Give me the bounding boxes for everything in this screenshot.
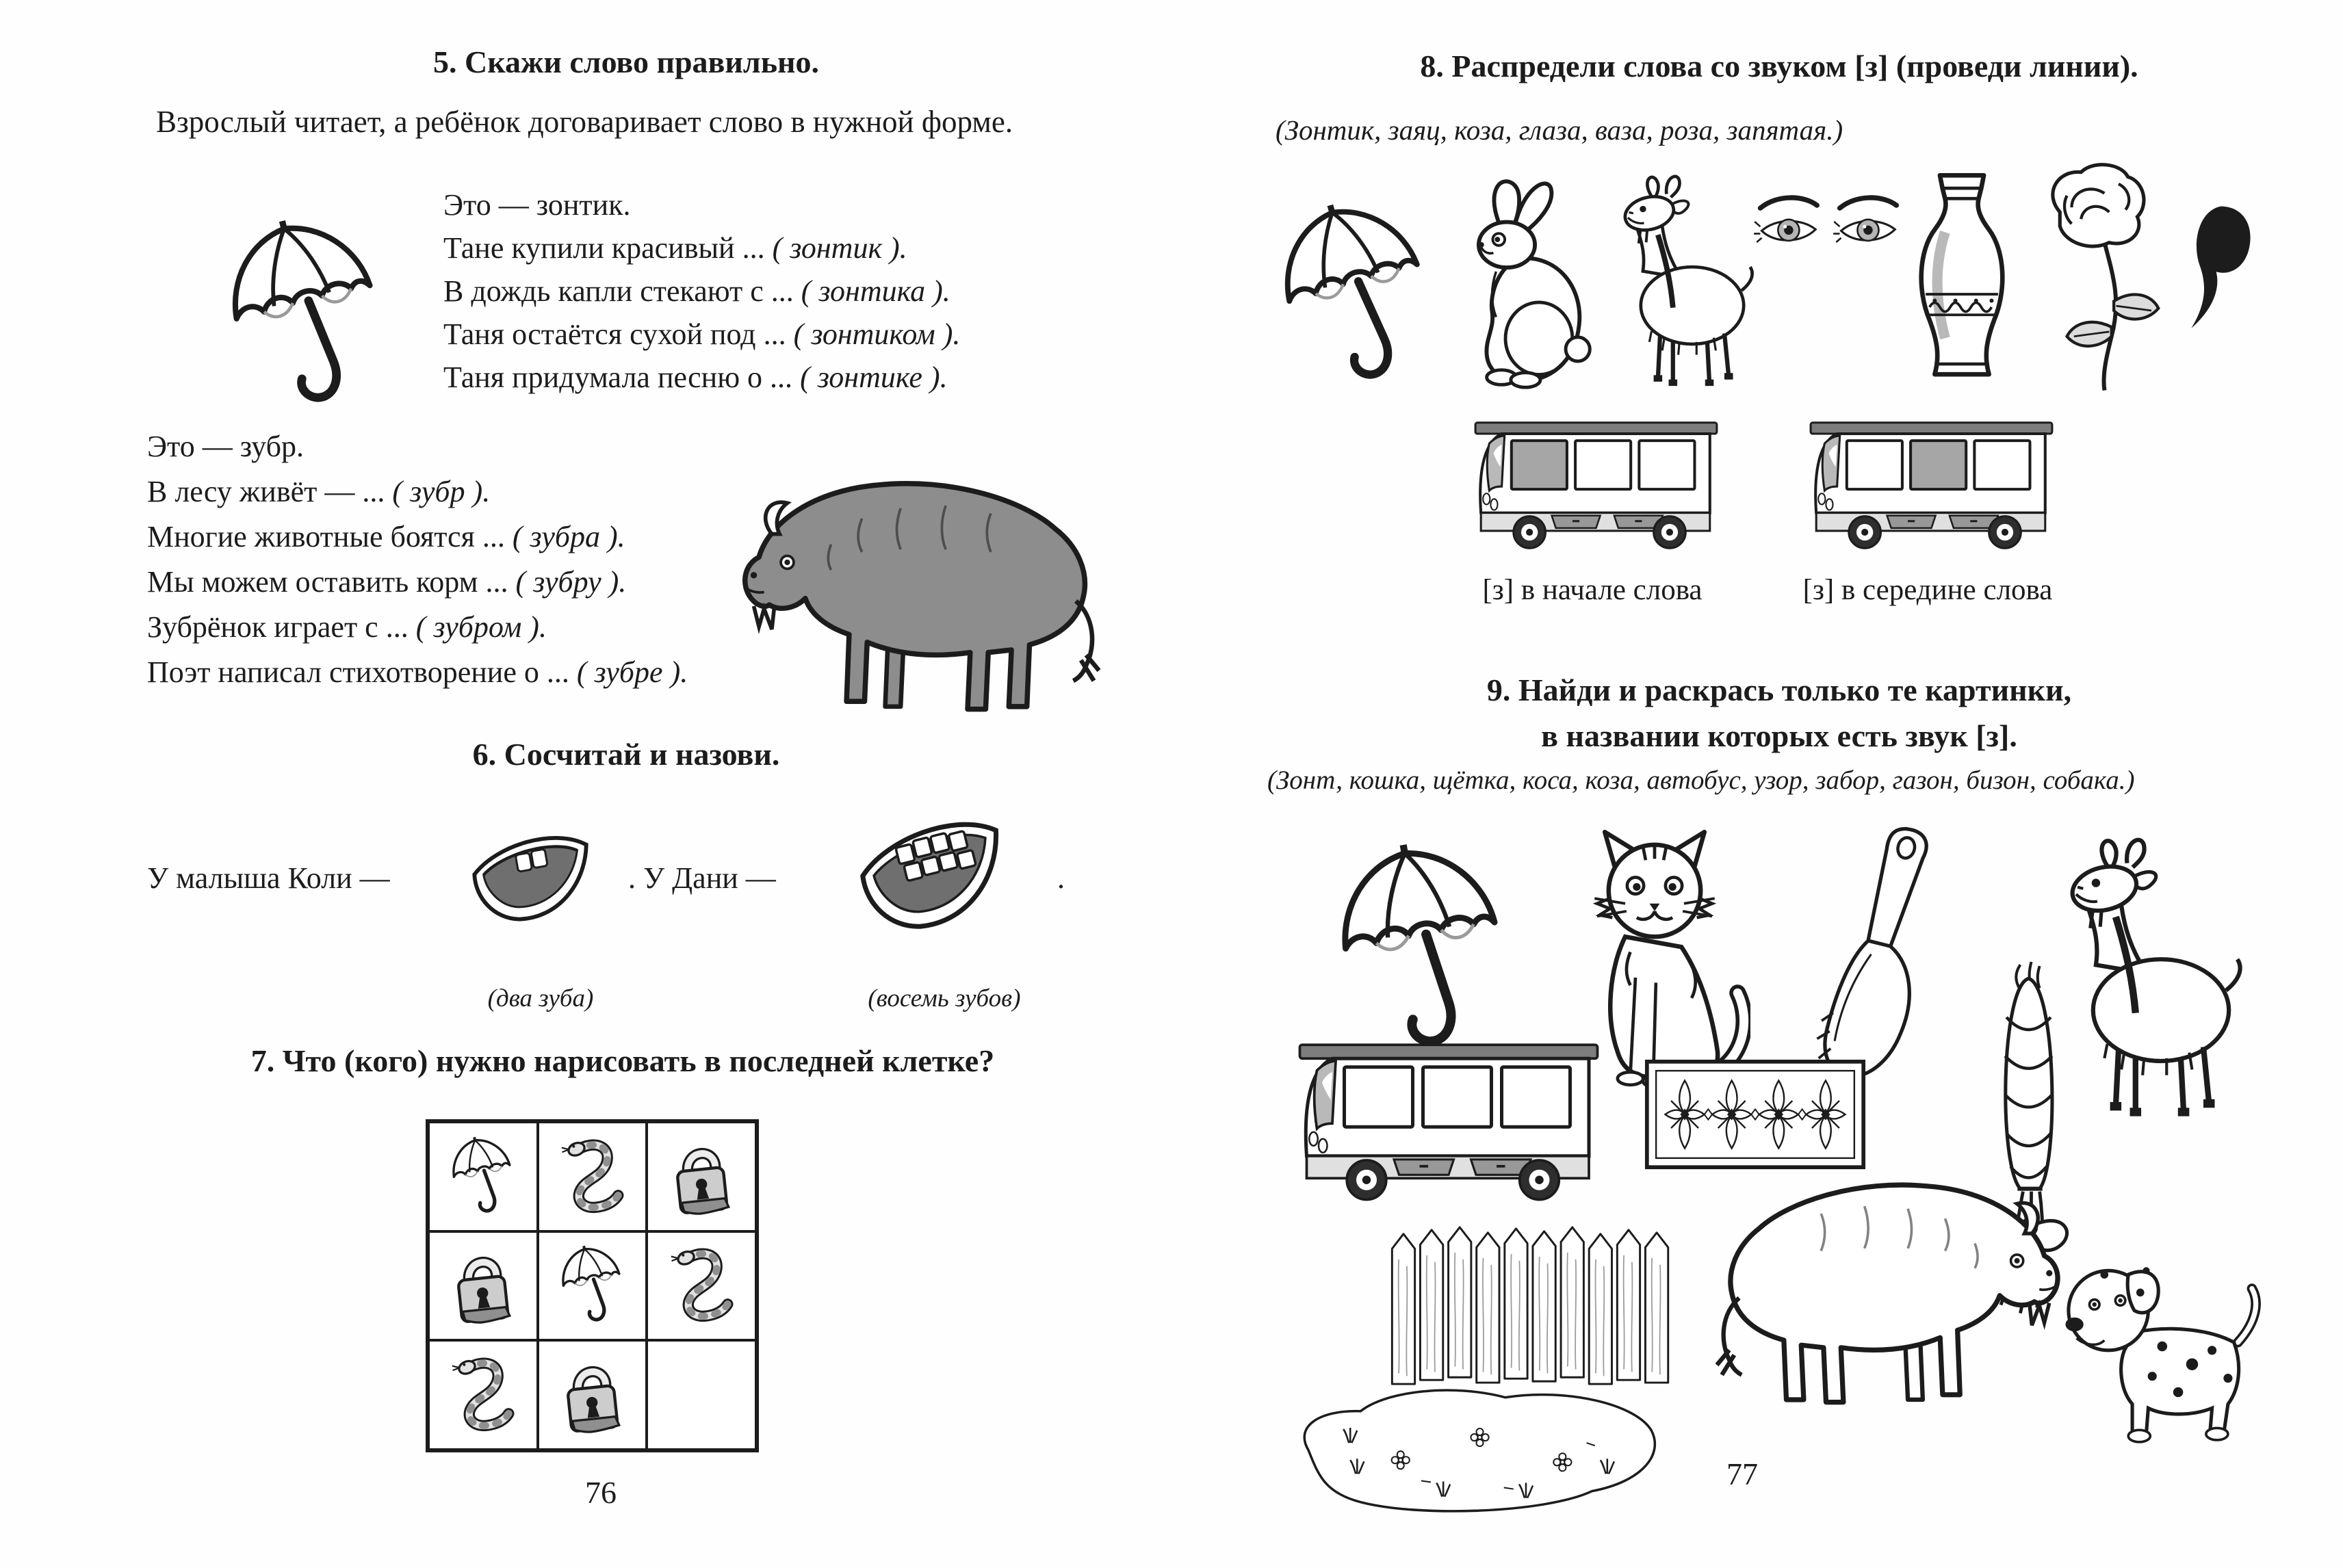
sentence: Таня придумала песню о ... ( зонтике ). [443, 361, 948, 394]
ex8-title: 8. Распредели слова со звуком [з] (проведи линии). [1420, 49, 2138, 83]
lock-icon [555, 1353, 630, 1438]
bison-drawing-gray [698, 441, 1129, 737]
grid-cell [647, 1122, 756, 1231]
ex6-title: 6. Сосчитай и назови. [472, 737, 780, 772]
goat-drawing-ex8 [1596, 156, 1757, 404]
lock-icon [664, 1134, 739, 1220]
sentence: Таня остаётся сухой под ... ( зонтиком ). [443, 317, 961, 351]
ex8-word-list: (Зонтик, заяц, коза, глаза, ваза, роза, запятая.) [1276, 114, 1843, 146]
ex5-title: 5. Скажи слово правильно. [432, 44, 820, 79]
umbrella-icon [438, 1127, 528, 1226]
umbrella-drawing-ex5 [198, 196, 413, 436]
bus-left-label: [з] в начале слова [1482, 574, 1703, 606]
rose-drawing [2020, 157, 2184, 398]
bus-drawing-initial-sound [1471, 416, 1721, 550]
grid-cell [538, 1231, 647, 1341]
bus-window [1847, 441, 1902, 489]
grid-cell [428, 1122, 538, 1231]
grid-cell [647, 1231, 756, 1341]
ex6-text-part1: У малыша Коли — [147, 861, 390, 895]
bus-window [1423, 1067, 1492, 1127]
bus-window [1974, 441, 2030, 489]
grid-cell [538, 1340, 647, 1450]
bison-drawing-outline [1697, 1144, 2094, 1430]
ex9-title-line1: 9. Найди и раскрась только те картинки, [1486, 672, 2072, 707]
bus-window [1639, 441, 1694, 489]
sentence: Многие животные боятся ... ( зубра ). [147, 520, 625, 553]
bus-window-shaded [1512, 441, 1567, 489]
lawn-drawing [1283, 1333, 1670, 1532]
ex9-title-line2: в названии которых есть звук [з]. [1541, 718, 2017, 753]
bus-window-shaded [1911, 441, 1966, 489]
ex6-caption-eight-teeth: (восемь зубов) [868, 984, 1021, 1012]
bus-right-label: [з] в середине слова [1802, 574, 2053, 606]
snake-icon [443, 1350, 522, 1439]
dog-drawing [2043, 1246, 2272, 1446]
bus-window [1345, 1067, 1413, 1127]
eyes-drawing [1752, 179, 1908, 267]
mouth-eight-teeth-drawing [845, 780, 1026, 968]
comma-drawing [2184, 202, 2253, 337]
grid-cell [428, 1340, 538, 1450]
grid-cell [428, 1231, 538, 1341]
bus-drawing-ex9 [1295, 1036, 1603, 1202]
sentence: В лесу живёт — ... ( зубр ). [147, 475, 491, 508]
sentence: Это — зонтик. [443, 188, 631, 222]
ex5-zubr-sentences [147, 424, 688, 695]
ex6-text-part3: . [1057, 861, 1065, 895]
bus-drawing-middle-sound [1807, 416, 2056, 550]
sentence: Мы можем оставить корм ... ( зубру ). [147, 565, 627, 599]
page-number-left: 76 [585, 1475, 617, 1510]
sentence: Это — зубр. [147, 430, 304, 463]
ex5-umbrella-sentences [443, 183, 960, 399]
vase-drawing [1904, 168, 2020, 399]
grid-cell-empty [647, 1340, 756, 1450]
ex6-caption-two-teeth: (два зуба) [487, 984, 594, 1012]
umbrella-icon [547, 1236, 637, 1335]
lock-icon [445, 1243, 520, 1329]
hare-drawing [1445, 174, 1599, 397]
mouth-two-teeth-drawing [460, 795, 609, 959]
ex6-text-part2: . У Дани — [628, 861, 776, 895]
page-number-right: 77 [1726, 1456, 1758, 1491]
ex7-title: 7. Что (кого) нужно нарисовать в последней клетке? [250, 1043, 995, 1078]
sentence: Тане купили красивый ... ( зонтик ). [443, 231, 907, 265]
snake-icon [662, 1241, 740, 1330]
bus-window [1502, 1067, 1570, 1127]
snake-icon [553, 1132, 632, 1221]
ex7-pattern-grid [426, 1119, 759, 1452]
sentence: Поэт написал стихотворение о ... ( зубре ). [147, 655, 688, 689]
grid-cell [538, 1122, 647, 1231]
umbrella-drawing-ex8 [1250, 179, 1463, 415]
sentence: В дождь капли стекают с ... ( зонтика ). [443, 274, 950, 308]
ex9-word-list: (Зонт, кошка, щётка, коса, коза, автобус, узор, забор, газон, бизон, собака.) [1267, 766, 2135, 795]
sentence: Зубрёнок играет с ... ( зубром ). [147, 610, 547, 644]
bus-window [1575, 441, 1631, 489]
ex5-intro: Взрослый читает, а ребёнок договаривает слово в нужной форме. [156, 105, 1013, 139]
